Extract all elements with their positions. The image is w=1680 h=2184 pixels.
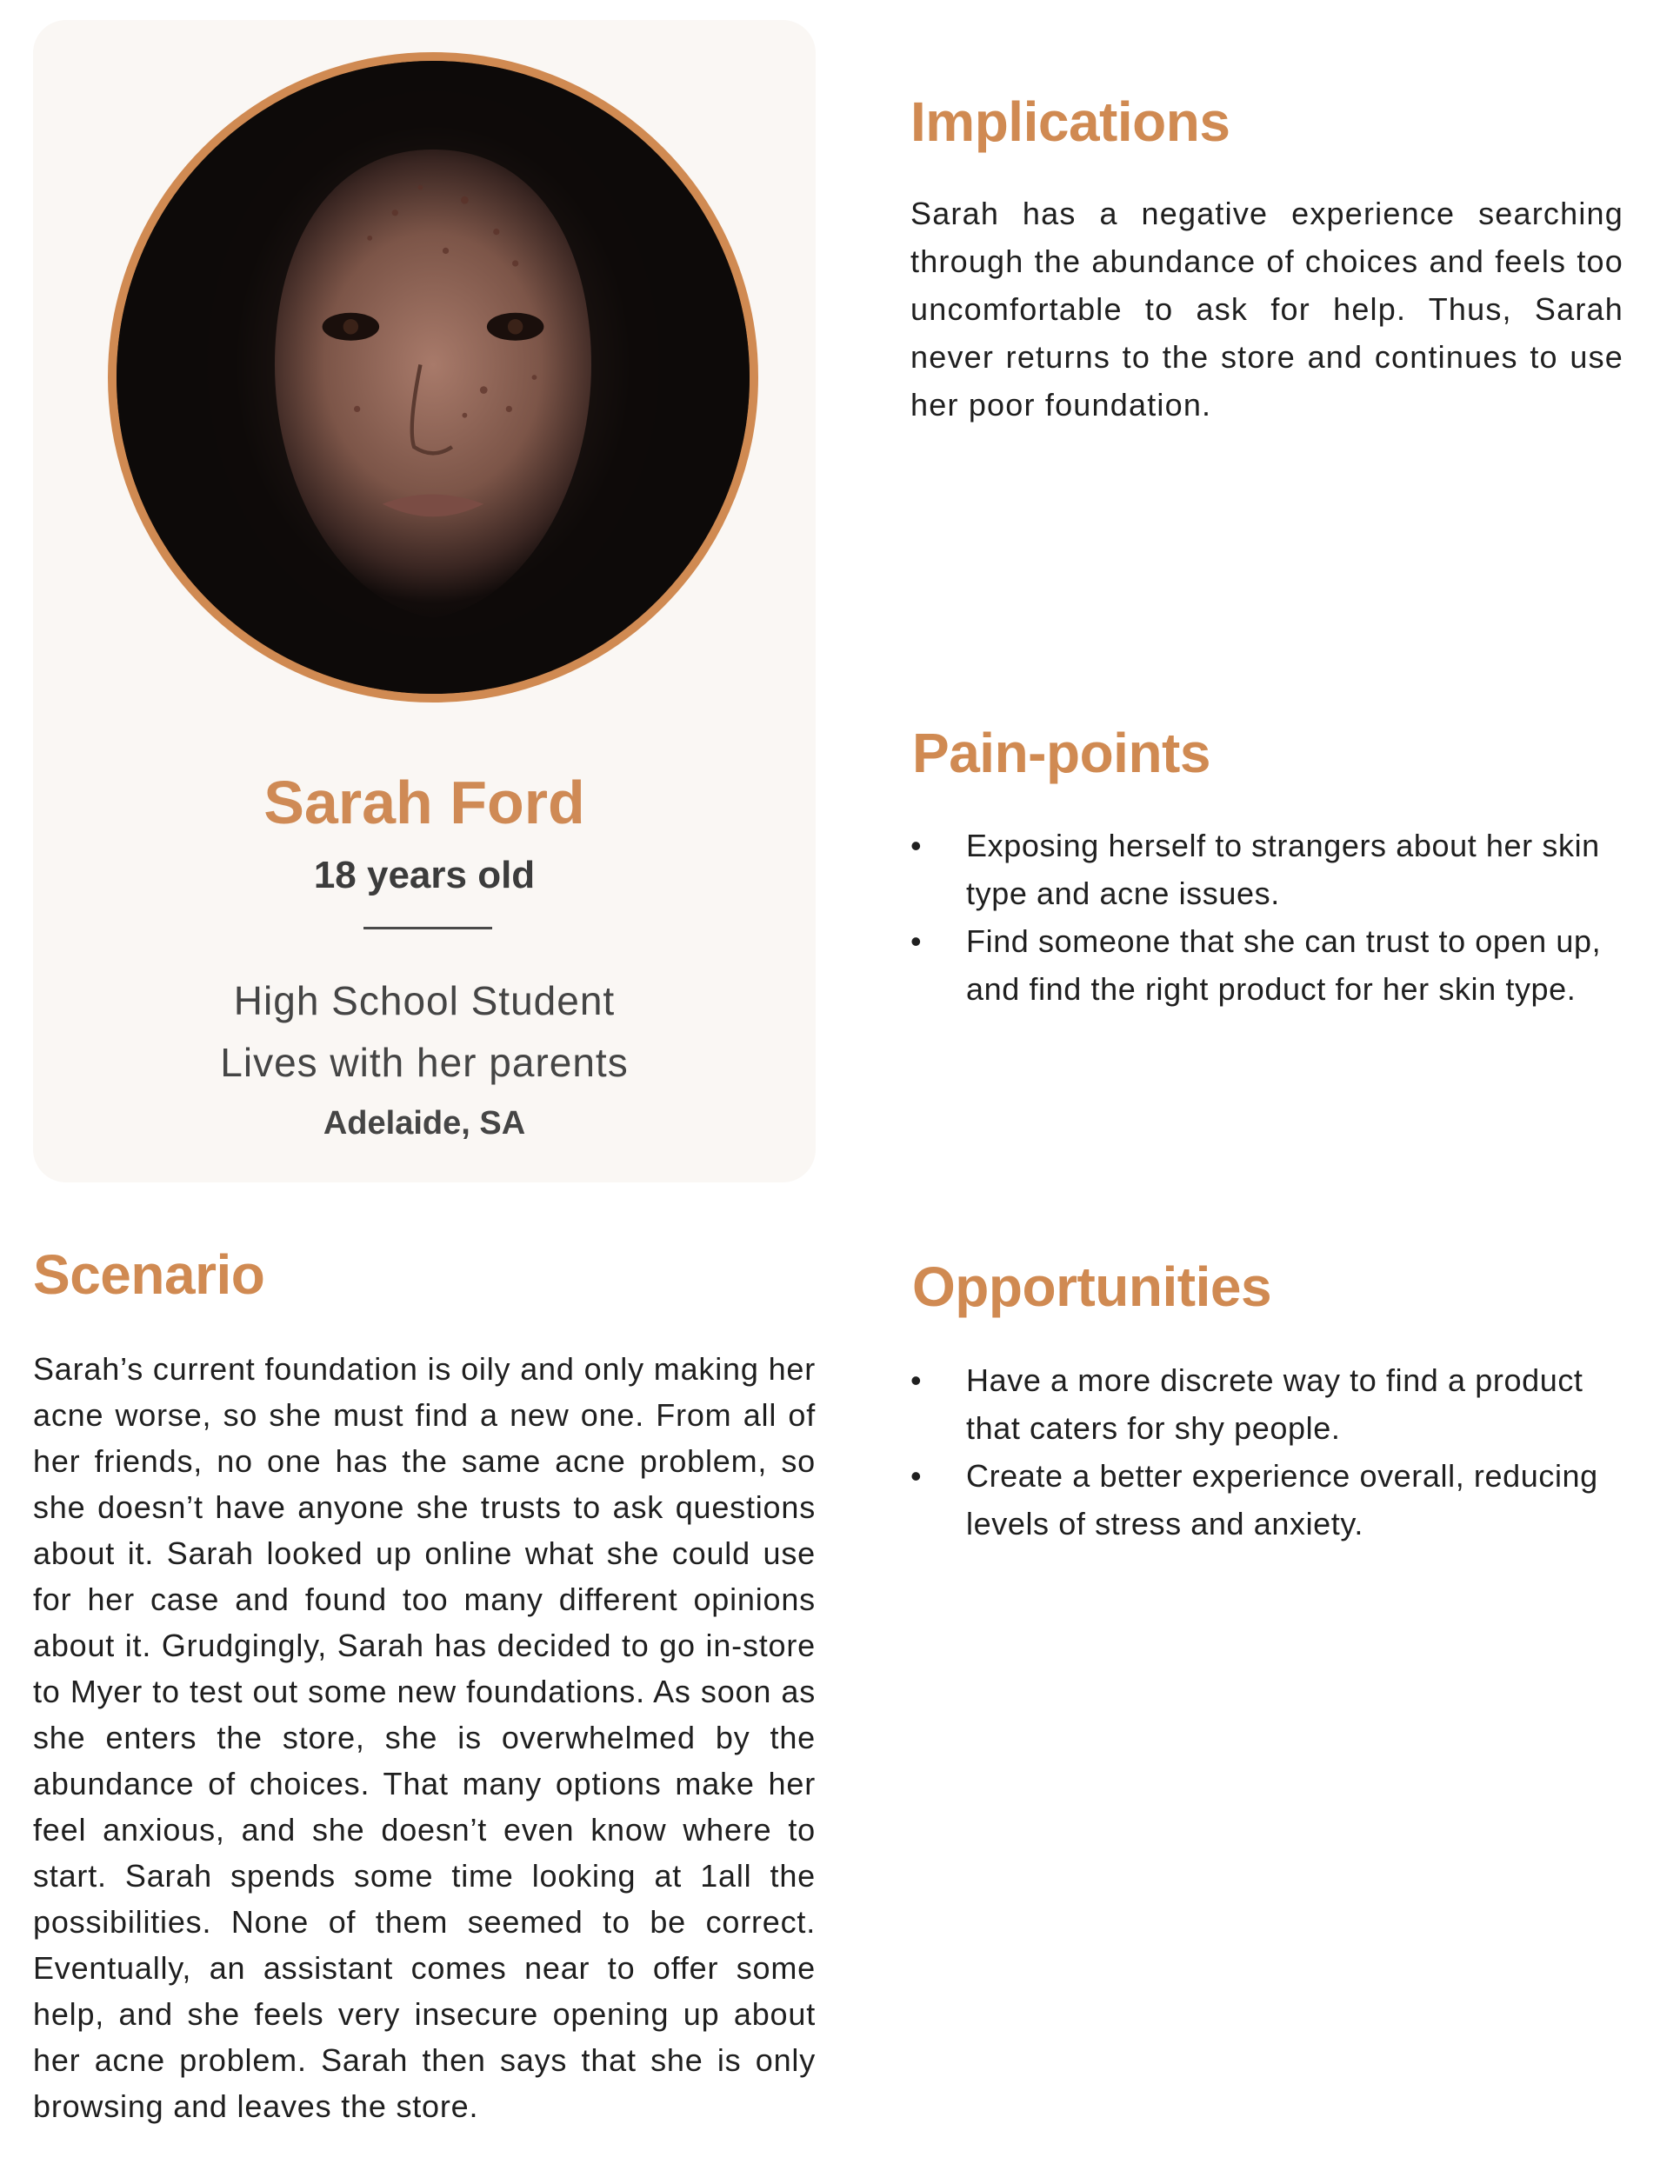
pain-points-list bbox=[910, 822, 1623, 1013]
opportunities-heading: Opportunities bbox=[912, 1255, 1272, 1318]
bullet-icon: • bbox=[910, 1362, 923, 1398]
list-item bbox=[910, 822, 1623, 917]
persona-name: Sarah Ford bbox=[263, 769, 585, 836]
portrait-illustration bbox=[117, 61, 750, 694]
list-item-text: Have a more discrete way to find a product that caters for shy people. bbox=[966, 1362, 1583, 1446]
list-item bbox=[910, 1356, 1623, 1452]
persona-age: 18 years old bbox=[313, 854, 536, 896]
opportunities-list bbox=[910, 1356, 1623, 1548]
divider bbox=[363, 927, 492, 929]
list-item-text: Create a better experience overall, reducing levels of stress and anxiety. bbox=[966, 1458, 1598, 1541]
persona-card bbox=[33, 20, 816, 1182]
bullet-icon: • bbox=[910, 1458, 923, 1494]
bullet-icon: • bbox=[910, 923, 923, 959]
implications-text: Sarah has a negative experience searching through the abundance of choices and feels too uncomfortable to ask for help. Thus, Sarah never returns to the store and continues to use her poor foundation. bbox=[910, 196, 1623, 423]
scenario-heading: Scenario bbox=[33, 1243, 265, 1306]
scenario-text: Sarah’s current foundation is oily and only making her acne worse, so she must find a new one. From all of her friends, no one has the same acne problem, so she doesn’t have anyone she trusts to ask questions about it. Sarah looked up online what she could use for her case and found too many different opinions about it. Grudgingly, Sarah has decided to go in-store to Myer to test out some new foundations. As soon as she enters the store, she is overwhelmed by the abundance of choices. That many options make her feel anxious, and she doesn’t even know where to start. Sarah spends some time looking at 1all the possibilities. None of them seemed to be correct. Eventually, an assistant comes near to offer some help, and she feels very insecure opening up about her acne problem. Sarah then says that she is only browsing and leaves the store. bbox=[33, 1351, 816, 2124]
bullet-icon: • bbox=[910, 828, 923, 863]
implications-heading: Implications bbox=[910, 90, 1230, 153]
persona-role: High School Student bbox=[233, 978, 616, 1023]
list-item-text: Exposing herself to strangers about her skin type and acne issues. bbox=[966, 828, 1600, 911]
persona-location: Adelaide, SA bbox=[323, 1105, 526, 1142]
list-item bbox=[910, 917, 1623, 1013]
pain-points-heading: Pain-points bbox=[912, 722, 1210, 784]
persona-living: Lives with her parents bbox=[220, 1040, 629, 1085]
portrait-photo bbox=[108, 52, 758, 702]
list-item bbox=[910, 1452, 1623, 1548]
list-item-text: Find someone that she can trust to open up, and find the right product for her skin type. bbox=[966, 923, 1602, 1007]
